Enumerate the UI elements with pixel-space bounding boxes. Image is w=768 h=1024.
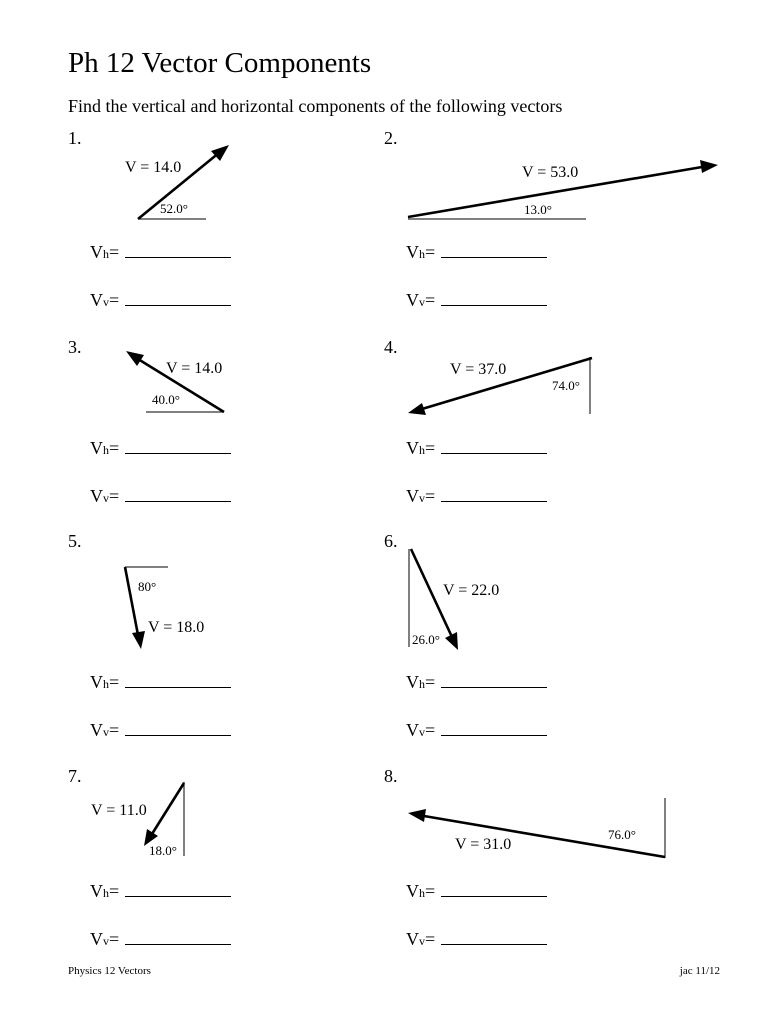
answer-v-label: V: [406, 438, 419, 458]
vector-diagram: [384, 766, 768, 866]
horizontal-answer: [90, 881, 231, 902]
answer-v-label: V: [406, 672, 419, 692]
answer-blank[interactable]: [125, 487, 231, 502]
magnitude-label: V = 14.0: [125, 159, 182, 176]
horizontal-answer: [406, 881, 547, 902]
answer-v-label: V: [90, 929, 103, 949]
magnitude-label: V = 53.0: [522, 164, 579, 181]
answer-sub-label: v: [103, 725, 109, 739]
answer-blank[interactable]: [441, 930, 547, 945]
problem-8: [384, 766, 764, 996]
angle-label: 26.0°: [412, 632, 440, 647]
answer-blank[interactable]: [441, 243, 547, 258]
answer-blank[interactable]: [441, 673, 547, 688]
vertical-answer: [90, 720, 231, 741]
answer-blank[interactable]: [441, 439, 547, 454]
answer-blank[interactable]: [125, 291, 231, 306]
answer-eq-label: =: [425, 881, 436, 901]
answer-sub-label: v: [419, 491, 425, 505]
answer-v-label: V: [90, 672, 103, 692]
footer-right: jac 11/12: [679, 965, 720, 977]
answer-eq-label: =: [109, 438, 120, 458]
vector-arrowhead: [132, 631, 145, 649]
problem-number: 2.: [384, 128, 398, 148]
answer-eq-label: =: [109, 720, 120, 740]
angle-label: 74.0°: [552, 378, 580, 393]
vertical-answer: [90, 929, 231, 950]
answer-eq-label: =: [425, 720, 436, 740]
answer-v-label: V: [406, 486, 419, 506]
magnitude-label: V = 22.0: [443, 582, 500, 599]
angle-label: 13.0°: [524, 202, 552, 217]
vertical-answer: [90, 290, 231, 311]
answer-sub-label: v: [419, 725, 425, 739]
answer-blank[interactable]: [125, 930, 231, 945]
problem-number: 5.: [68, 531, 82, 551]
answer-eq-label: =: [109, 881, 120, 901]
answer-v-label: V: [90, 881, 103, 901]
answer-eq-label: =: [425, 290, 436, 310]
problem-number: 4.: [384, 337, 398, 357]
problem-number: 1.: [68, 128, 82, 148]
horizontal-answer: [90, 438, 231, 459]
answer-eq-label: =: [425, 929, 436, 949]
horizontal-answer: [90, 672, 231, 693]
answer-v-label: V: [406, 290, 419, 310]
answer-v-label: V: [406, 881, 419, 901]
answer-v-label: V: [90, 290, 103, 310]
vector-diagram: [384, 128, 768, 228]
magnitude-label: V = 37.0: [450, 361, 507, 378]
answer-sub-label: v: [103, 934, 109, 948]
horizontal-answer: [406, 672, 547, 693]
vertical-answer: [406, 720, 547, 741]
answer-sub-label: h: [419, 247, 425, 261]
instructions: Find the vertical and horizontal components of the following vectors: [68, 96, 563, 116]
vector-arrowhead: [408, 403, 426, 415]
problem-number: 8.: [384, 766, 398, 786]
horizontal-answer: [90, 242, 231, 263]
answer-sub-label: h: [419, 677, 425, 691]
problem-number: 7.: [68, 766, 82, 786]
answer-eq-label: =: [109, 290, 120, 310]
vector-arrowhead: [126, 351, 144, 366]
vector-arrow-shaft: [125, 567, 138, 635]
vertical-answer: [406, 290, 547, 311]
answer-v-label: V: [406, 242, 419, 262]
answer-sub-label: v: [103, 295, 109, 309]
answer-eq-label: =: [425, 242, 436, 262]
answer-sub-label: v: [419, 934, 425, 948]
answer-v-label: V: [406, 929, 419, 949]
angle-label: 76.0°: [608, 827, 636, 842]
angle-label: 80°: [138, 579, 157, 594]
answer-eq-label: =: [109, 929, 120, 949]
vertical-answer: [406, 486, 547, 507]
vector-diagram: [384, 337, 768, 437]
footer-left: Physics 12 Vectors: [68, 965, 151, 977]
answer-sub-label: h: [103, 677, 109, 691]
problem-number: 3.: [68, 337, 82, 357]
answer-blank[interactable]: [125, 721, 231, 736]
answer-blank[interactable]: [125, 439, 231, 454]
answer-v-label: V: [406, 720, 419, 740]
answer-sub-label: h: [419, 886, 425, 900]
problem-2: [384, 128, 764, 358]
vector-diagram: [384, 531, 768, 661]
horizontal-answer: [406, 242, 547, 263]
answer-blank[interactable]: [125, 673, 231, 688]
answer-blank[interactable]: [441, 291, 547, 306]
magnitude-label: V = 11.0: [91, 802, 147, 819]
answer-sub-label: h: [419, 443, 425, 457]
answer-sub-label: h: [103, 443, 109, 457]
horizontal-answer: [406, 438, 547, 459]
answer-eq-label: =: [425, 438, 436, 458]
answer-v-label: V: [90, 242, 103, 262]
vertical-answer: [90, 486, 231, 507]
vertical-answer: [406, 929, 547, 950]
answer-eq-label: =: [109, 242, 120, 262]
angle-label: 18.0°: [149, 843, 177, 858]
page-title: Ph 12 Vector Components: [68, 47, 372, 79]
angle-label: 40.0°: [152, 392, 180, 407]
vector-arrow-shaft: [152, 783, 184, 834]
magnitude-label: V = 31.0: [455, 836, 512, 853]
problem-number: 6.: [384, 531, 398, 551]
answer-v-label: V: [90, 720, 103, 740]
answer-sub-label: v: [103, 491, 109, 505]
answer-eq-label: =: [425, 672, 436, 692]
answer-sub-label: h: [103, 247, 109, 261]
answer-blank[interactable]: [441, 721, 547, 736]
answer-eq-label: =: [109, 486, 120, 506]
vector-arrowhead: [700, 160, 718, 173]
answer-v-label: V: [90, 486, 103, 506]
vector-arrowhead: [408, 809, 426, 822]
magnitude-label: V = 14.0: [166, 360, 223, 377]
answer-blank[interactable]: [125, 882, 231, 897]
answer-blank[interactable]: [441, 882, 547, 897]
answer-sub-label: h: [103, 886, 109, 900]
answer-blank[interactable]: [441, 487, 547, 502]
answer-eq-label: =: [109, 672, 120, 692]
answer-v-label: V: [90, 438, 103, 458]
angle-label: 52.0°: [160, 201, 188, 216]
answer-eq-label: =: [425, 486, 436, 506]
problem-6: [384, 531, 764, 761]
magnitude-label: V = 18.0: [148, 619, 205, 636]
answer-sub-label: v: [419, 295, 425, 309]
answer-blank[interactable]: [125, 243, 231, 258]
